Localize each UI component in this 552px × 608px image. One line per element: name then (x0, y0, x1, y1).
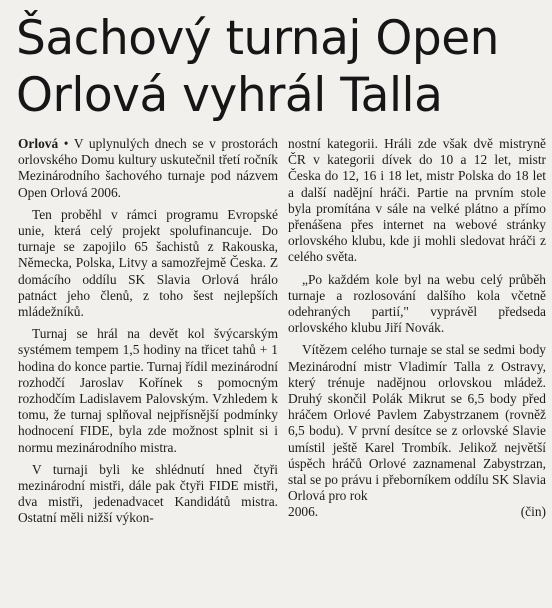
paragraph-4: V turnaji byli ke shlédnutí hned čtyři mezinárodní mistři, dále pak čtyři FIDE mistři, dva mistři, jedenadvacet Kandidátů mistra. Ostatní měli nižší výkon- (18, 461, 278, 526)
author-signature: (čin) (520, 504, 546, 520)
dateline-separator: • (58, 136, 74, 151)
paragraph-6: Vítězem celého turnaje se stal se sedmi body Mezinárodní mistr Vladimír Talla z Ostravy, který trénuje nadějnou orlovskou mládež. Druhý skončil Polák Mikrut se 6,5 body před hráčem Orlové Pavlem Zabystrzanem (rovněž 6,5 bodu). V první desítce se z orlovské Slavie umístil ještě Karel Trombík. Jelikož největší úspěch hráčů Orlové zaznamenal Zabystrzan, stal se po právu i přeborníkem oddílu SK Slavia Orlová pro rok (288, 342, 546, 504)
paragraph-6-end: 2006. (288, 504, 319, 520)
paragraph-1 (18, 136, 278, 201)
headline (16, 10, 546, 124)
article-column-right (288, 136, 546, 521)
dateline: Orlová (18, 136, 59, 151)
paragraph-4-continued: nostní kategorii. Hráli zde však dvě mistryně ČR v kategorii dívek do 10 a 12 let, mistr Česka do 12, 16 i 18 let, mistr Polska do 18 let a další nadějní hráči. Partie na prvním stole byla promítána v sále na velké plátno a přímo přenášena přes internet na webové stránky orlovského klubu, kde ji mohli sledovat hráči z celého světa. (288, 136, 546, 265)
paragraph-5-quote: „Po každém kole byl na webu celý průběh turnaje a rozlosování dalšího kola včetně odehraných partií," vyprávěl předseda orlovského klubu Jiří Novák. (288, 271, 546, 336)
headline-line-1: Šachový turnaj Open (16, 11, 499, 66)
article-column-left (18, 136, 278, 533)
paragraph-3: Turnaj se hrál na devět kol švýcarským systémem tempem 1,5 hodiny na třicet tahů + 1 hodina do konce partie. Turnaj řídil mezinárodní rozhodčí Jaroslav Kořínek s pomocným rozhodčím Ladislavem Palovským. Vzhledem k tomu, že turnaj splňoval nejpřísnější podmínky hodnocení FIDE, byla zde možnost splnit si i normu mezinárodního mistra. (18, 326, 278, 455)
headline-line-2: Orlová vyhrál Talla (16, 68, 443, 123)
paragraph-1-text: V uplynulých dnech se v prostorách orlovského Domu kultury uskutečnil třetí ročník Mezinárodního šachového turnaje pod názvem Open Orlová 2006. (18, 136, 278, 200)
paragraph-2: Ten proběhl v rámci programu Evropské unie, která celý projekt spolufinancuje. Do turnaje se zapojilo 65 šachistů z Rakouska, Německa, Polska, Litvy a samozřejmě Česka. Z domácího oddílu SK Slavia Orlová hrálo patnáct jeho členů, z toho šest nejlepších mládežníků. (18, 206, 278, 320)
closing-line (288, 504, 546, 520)
